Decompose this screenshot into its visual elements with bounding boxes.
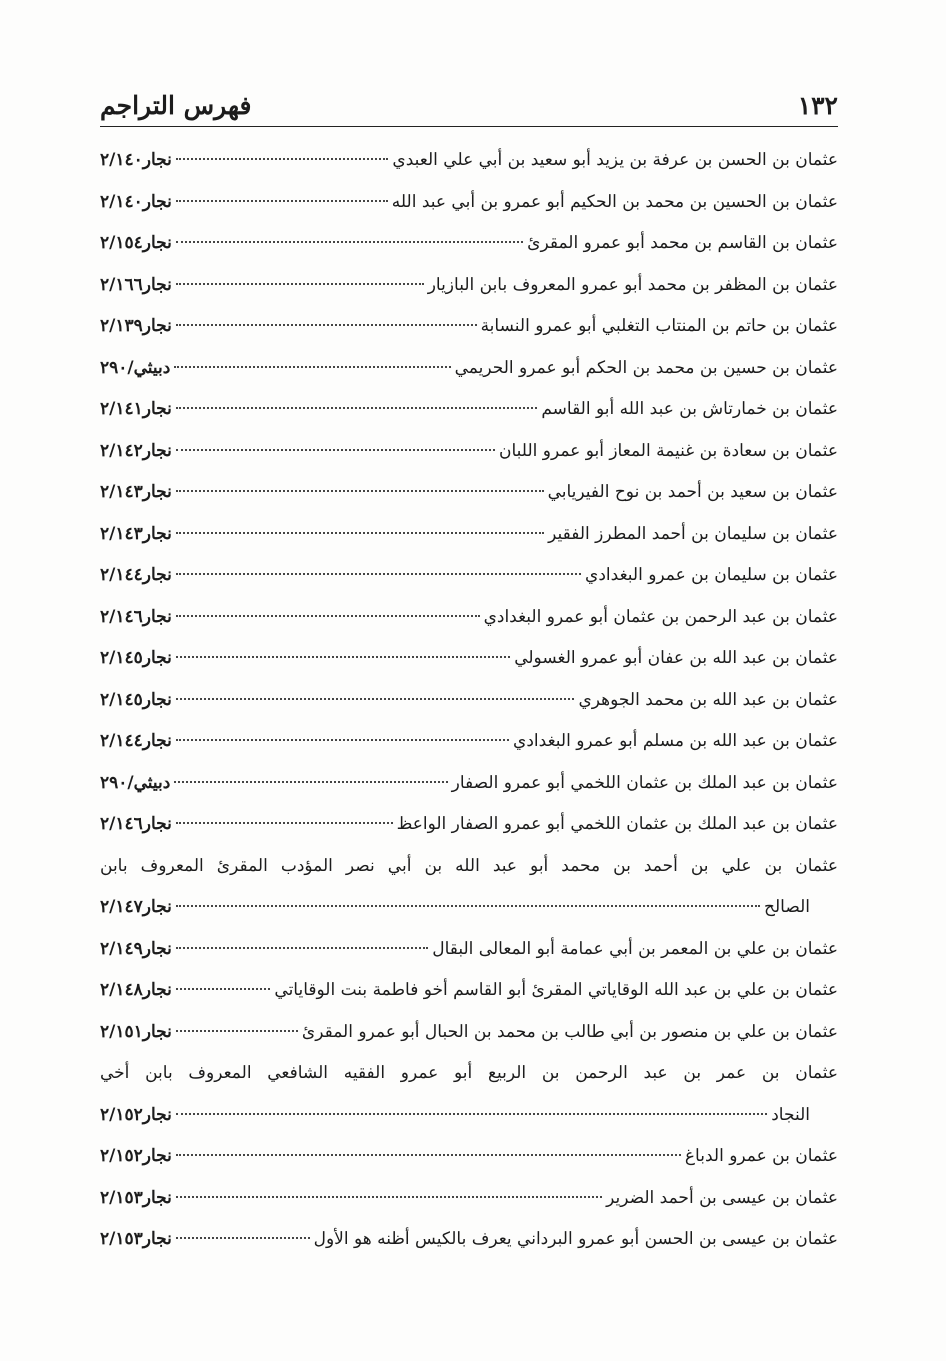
dot-leader (176, 1154, 681, 1156)
dot-leader (176, 324, 477, 326)
index-entry (100, 472, 838, 514)
entry-name: عثمان بن علي بن أحمد بن محمد أبو عبد الله بن أبي نصر المؤدب المقرئ المعروف بابن (100, 855, 838, 876)
entry-reference: نجار٢/١٤٦ (100, 814, 172, 834)
dot-leader (176, 158, 389, 160)
entry-name: عثمان بن حاتم بن المنتاب التغلبي أبو عمرو النسابة (480, 316, 838, 336)
entry-reference: نجار٢/١٥٣ (100, 1187, 172, 1208)
dot-leader (176, 739, 509, 741)
entry-name: عثمان بن سليمان بن أحمد المطرز الفقير (548, 523, 838, 544)
entry-reference: نجار٢/١٦٦ (100, 274, 172, 295)
entry-reference: نجار٢/١٤٢ (100, 440, 172, 461)
dot-leader (176, 1237, 310, 1239)
entry-reference: نجار٢/١٤٠ (100, 150, 172, 170)
index-entry (100, 680, 838, 722)
entry-name: عثمان بن عبد الملك بن عثمان اللخمي أبو عمرو الصفار الواعظ (396, 814, 838, 834)
entry-reference: نجار٢/١٤٥ (100, 689, 172, 710)
dot-leader (176, 200, 388, 202)
dot-leader (176, 283, 424, 285)
dot-leader (176, 698, 575, 700)
entry-reference: دبيثي/٢٩٠ (100, 772, 171, 793)
dot-leader (176, 241, 523, 243)
index-entry (100, 348, 838, 390)
entry-name: عثمان بن علي بن عبد الله الوقاياتي المقرئ أبو القاسم أخو فاطمة بنت الوقاياتي (274, 980, 838, 1000)
index-entry (100, 1053, 838, 1095)
index-entry (100, 431, 838, 473)
entry-name: عثمان بن علي بن منصور بن أبي طالب بن محمد بن الحبال أبو عمرو المقرئ (301, 1021, 838, 1042)
entry-reference: نجار٢/١٤٥ (100, 648, 172, 668)
entry-name: عثمان بن القاسم بن محمد أبو عمرو المقرئ (527, 233, 838, 253)
dot-leader (176, 1113, 767, 1115)
entry-reference: نجار٢/١٤٦ (100, 606, 172, 627)
index-entry (100, 306, 838, 348)
header-rule (100, 126, 838, 127)
index-entry (100, 1219, 838, 1261)
index-entry (100, 846, 838, 888)
dot-leader (176, 656, 510, 658)
entry-name: الصالح (764, 897, 810, 917)
index-entry (100, 1136, 838, 1178)
index-entry (100, 140, 838, 182)
entry-reference: نجار٢/١٥٤ (100, 233, 172, 253)
entry-reference: نجار٢/١٥٣ (100, 1229, 172, 1249)
entry-name: عثمان بن حسين بن محمد بن الحكم أبو عمرو الحريمي (454, 357, 838, 378)
entry-name: عثمان بن سعيد بن أحمد بن نوح الفيريابي (547, 482, 838, 502)
entry-reference: نجار٢/١٤٨ (100, 980, 172, 1000)
dot-leader (176, 947, 428, 949)
dot-leader (176, 1196, 602, 1198)
entry-name: عثمان بن الحسن بن عرفة بن يزيد أبو سعيد بن أبي علي العبدي (392, 150, 838, 170)
page-number: ١٣٢ (797, 91, 838, 120)
entry-name: عثمان بن عبد الله بن مسلم أبو عمرو البغدادي (513, 731, 838, 751)
index-entry (100, 597, 838, 639)
entry-name: عثمان بن عيسى بن الحسن أبو عمرو البرداني يعرف بالكيس أظنه هو الأول (313, 1229, 838, 1249)
entry-name: عثمان بن عبد الرحمن بن عثمان أبو عمرو البغدادي (483, 606, 838, 627)
index-entry (100, 929, 838, 971)
dot-leader (176, 490, 544, 492)
entry-name: النجاد (771, 1104, 810, 1125)
index-entry (100, 721, 838, 763)
dot-leader (176, 449, 495, 451)
index-entry (100, 514, 838, 556)
entry-reference: نجار٢/١٥٢ (100, 1146, 172, 1166)
entry-name: عثمان بن عبد الله بن محمد الجوهري (578, 689, 838, 710)
entry-name: عثمان بن عبد الملك بن عثمان اللخمي أبو عمرو الصفار (451, 772, 838, 793)
entry-name: عثمان بن سليمان بن عمرو البغدادي (585, 565, 838, 585)
index-entry (100, 265, 838, 307)
dot-leader (176, 988, 271, 990)
entry-reference: نجار٢/١٤٣ (100, 523, 172, 544)
entry-reference: نجار٢/١٥١ (100, 1021, 172, 1042)
entry-reference: نجار٢/١٥٢ (100, 1104, 172, 1125)
entry-reference: نجار٢/١٤٤ (100, 731, 172, 751)
entry-reference: نجار٢/١٤٩ (100, 938, 172, 959)
dot-leader (176, 905, 760, 907)
index-entry (100, 555, 838, 597)
dot-leader (174, 781, 447, 783)
index-entry (100, 389, 838, 431)
entry-name: عثمان بن عمرو الدباغ (684, 1146, 838, 1166)
index-list (100, 140, 838, 1261)
entry-name: عثمان بن عمر بن عبد الرحمن بن الربيع أبو عمرو الفقيه الشافعي المعروف بابن أخي (100, 1063, 838, 1083)
index-entry (100, 887, 838, 929)
index-entry (100, 638, 838, 680)
entry-name: عثمان بن الحسين بن محمد بن الحكيم أبو عمرو بن أبي عبد الله (391, 191, 838, 212)
dot-leader (174, 366, 450, 368)
entry-name: عثمان بن المظفر بن محمد أبو عمرو المعروف بابن البازيار (427, 274, 838, 295)
entry-reference: دبيثي/٢٩٠ (100, 357, 171, 378)
entry-name: عثمان بن عيسى بن أحمد الضرير (606, 1187, 838, 1208)
entry-reference: نجار٢/١٤٣ (100, 482, 172, 502)
index-entry (100, 1095, 838, 1137)
entry-reference: نجار٢/١٤٤ (100, 565, 172, 585)
dot-leader (176, 615, 480, 617)
dot-leader (176, 1030, 298, 1032)
entry-name: عثمان بن خمارتاش بن عبد الله أبو القاسم (541, 399, 838, 419)
page-title: فهرس التراجم (100, 91, 252, 120)
entry-name: عثمان بن سعادة بن غنيمة المعاز أبو عمرو اللبان (499, 440, 838, 461)
index-entry (100, 763, 838, 805)
entry-name: عثمان بن عبد الله بن عفان أبو عمرو الغسولي (514, 648, 838, 668)
entry-reference: نجار٢/١٤١ (100, 399, 172, 419)
entry-name: عثمان بن علي بن المعمر بن أبي عمامة أبو المعالى البقال (432, 938, 838, 959)
dot-leader (176, 532, 544, 534)
entry-reference: نجار٢/١٣٩ (100, 316, 172, 336)
entry-reference: نجار٢/١٤٧ (100, 897, 172, 917)
dot-leader (176, 822, 393, 824)
index-entry (100, 1178, 838, 1220)
entry-reference: نجار٢/١٤٠ (100, 191, 172, 212)
dot-leader (176, 573, 581, 575)
index-entry (100, 804, 838, 846)
index-entry (100, 1012, 838, 1054)
index-entry (100, 182, 838, 224)
index-entry (100, 970, 838, 1012)
index-entry (100, 223, 838, 265)
page-header (100, 72, 838, 120)
dot-leader (176, 407, 538, 409)
